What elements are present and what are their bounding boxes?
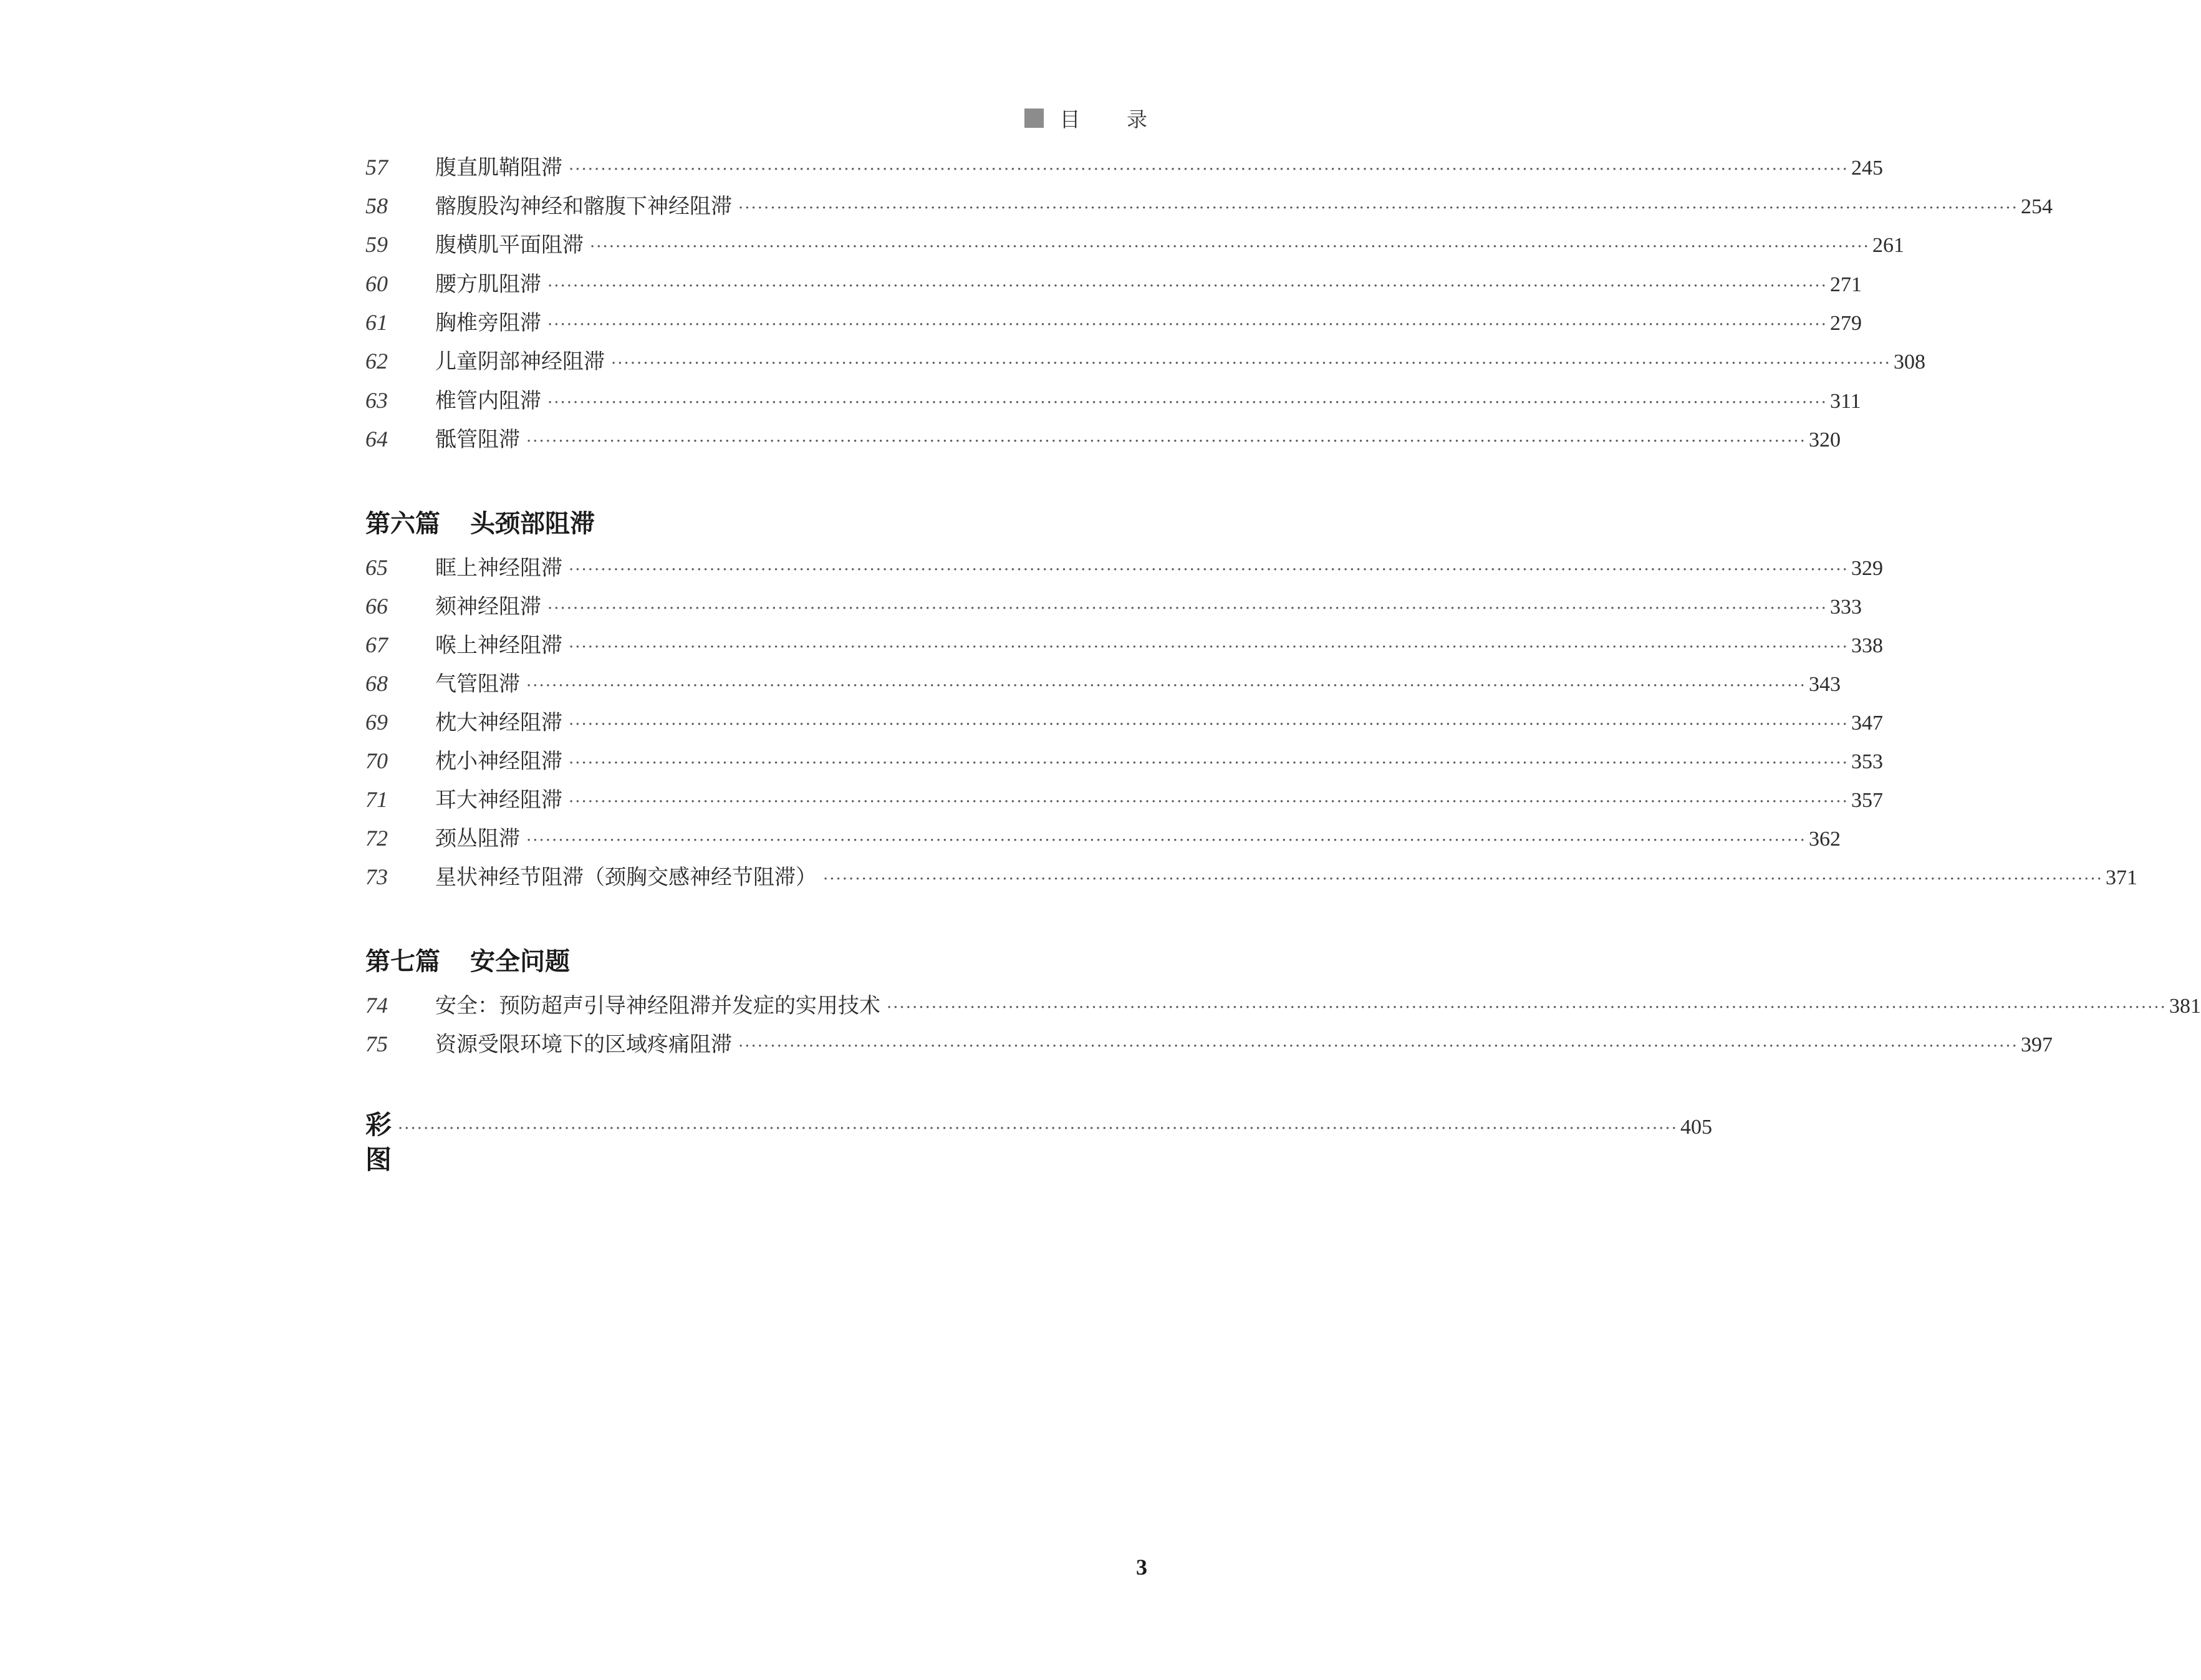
toc-entry-color-plates[interactable] [365,1108,1712,1177]
header-title: 目 录 [1059,107,1167,132]
dot-leader: ········································································································································································································ [738,199,2018,218]
entry-page: 271 [1829,273,1862,296]
page-number: 3 [1136,1555,1147,1580]
entry-title: 腰方肌阻滞 [435,272,541,297]
entry-title: 枕大神经阻滞 [435,710,562,735]
toc-entry[interactable] [365,266,1862,301]
toc-entry[interactable] [365,988,2201,1023]
entry-number: 57 [365,155,388,180]
toc-entry[interactable] [365,1026,2053,1061]
entry-title: 颈丛阻滞 [435,826,520,851]
entry-page: 347 [1851,712,1883,735]
toc-entry[interactable] [365,821,1841,856]
entry-number: 69 [365,710,388,735]
entry-number: 74 [365,993,388,1018]
dot-leader: ········································································································································································································ [526,831,1806,850]
toc-entry[interactable] [365,666,1841,701]
entry-number: 75 [365,1031,388,1056]
entry-page: 333 [1829,596,1862,619]
entry-title: 气管阻滞 [435,672,520,697]
dot-leader: ········································································································································································································ [547,316,1828,334]
entry-title: 儿童阴部神经阻滞 [435,349,605,374]
entry-page: 357 [1851,789,1883,812]
entry-page: 329 [1851,557,1883,580]
dot-leader: ········································································································································································································ [569,160,1849,179]
entry-title: 资源受限环境下的区域疼痛阻滞 [435,1032,732,1057]
toc-entry[interactable] [365,705,1883,740]
toc-entry[interactable] [365,227,1904,262]
entry-number: 62 [365,349,388,374]
dot-leader: ········································································································································································································ [887,998,2167,1017]
entry-page: 343 [1808,673,1841,696]
dot-leader: ········································································································································································································ [547,599,1828,618]
entry-number: 65 [365,555,388,580]
toc-entry[interactable] [365,782,1883,817]
entry-page: 353 [1851,750,1883,773]
entry-page: 338 [1851,634,1883,657]
entry-number: 68 [365,671,388,696]
entry-title: 安全：预防超声引导神经阻滞并发症的实用技术 [435,993,880,1018]
dot-leader: ········································································································································································································ [738,1037,2018,1056]
entry-page: 261 [1872,234,1904,257]
entry-title: 髂腹股沟神经和髂腹下神经阻滞 [435,194,732,219]
entry-page: 254 [2020,195,2053,218]
toc-entry[interactable] [365,150,1883,185]
part-label: 第六篇 [365,509,440,538]
toc-entry[interactable] [365,550,1883,585]
entry-title: 喉上神经阻滞 [435,633,562,658]
toc-entry[interactable] [365,859,2137,894]
entry-title: 耳大神经阻滞 [435,788,562,813]
dot-leader: ········································································································································································································ [590,238,1870,256]
dot-leader: ········································································································································································································ [398,1119,1678,1138]
entry-number: 60 [365,271,388,296]
entry-title: 胸椎旁阻滞 [435,311,541,336]
plates-title: 彩图 [365,1109,392,1175]
entry-page: 381 [2169,995,2201,1018]
header-square-icon [1024,109,1044,128]
entry-page: 371 [2105,866,2137,889]
entry-page: 397 [2020,1033,2053,1056]
dot-leader: ········································································································································································································ [823,870,2103,889]
toc-entry[interactable] [365,305,1862,340]
entry-page: 362 [1808,828,1841,851]
entry-number: 61 [365,310,388,335]
entry-number: 71 [365,787,388,812]
toc-entry[interactable] [365,627,1883,662]
entry-title: 眶上神经阻滞 [435,556,562,581]
part-heading[interactable] [365,504,595,539]
part-heading[interactable] [365,942,570,977]
entry-number: 63 [365,388,388,413]
dot-leader: ········································································································································································································ [547,277,1828,296]
entry-page: 279 [1829,312,1862,335]
part-label: 第七篇 [365,947,440,976]
dot-leader: ········································································································································································································ [526,677,1806,695]
entry-title: 枕小神经阻滞 [435,749,562,774]
dot-leader: ········································································································································································································ [569,638,1849,657]
toc-entry[interactable] [365,422,1841,456]
entry-number: 59 [365,232,388,257]
dot-leader: ········································································································································································································ [569,754,1849,773]
entry-number: 58 [365,193,388,218]
entry-title: 颏神经阻滞 [435,594,541,619]
entry-number: 70 [365,748,388,773]
dot-leader: ········································································································································································································ [569,793,1849,811]
dot-leader: ········································································································································································································ [611,354,1891,373]
entry-number: 72 [365,826,388,851]
entry-page: 245 [1851,157,1883,180]
entry-page: 308 [1893,350,1925,374]
toc-entry[interactable] [365,344,1925,379]
entry-title: 椎管内阻滞 [435,389,541,413]
part-title: 安全问题 [470,947,570,976]
toc-entry[interactable] [365,383,1861,418]
entry-title: 骶管阻滞 [435,427,520,452]
dot-leader: ········································································································································································································ [569,561,1849,579]
dot-leader: ········································································································································································································ [526,432,1806,451]
entry-title: 星状神经节阻滞（颈胸交感神经节阻滞） [435,865,817,890]
entry-title: 腹横肌平面阻滞 [435,233,584,258]
entry-title: 腹直肌鞘阻滞 [435,155,562,180]
toc-entry[interactable] [365,743,1883,778]
running-header [1024,104,1167,133]
dot-leader: ········································································································································································································ [547,393,1828,412]
entry-number: 64 [365,427,388,451]
dot-leader: ········································································································································································································ [569,715,1849,734]
entry-page: 311 [1829,390,1861,413]
toc-entry[interactable] [365,589,1862,624]
entry-number: 73 [365,864,388,889]
part-title: 头颈部阻滞 [470,509,595,538]
entry-number: 66 [365,594,388,619]
entry-page: 320 [1808,428,1841,451]
entry-number: 67 [365,632,388,657]
toc-entry[interactable] [365,188,2053,223]
entry-page: 405 [1680,1116,1712,1139]
